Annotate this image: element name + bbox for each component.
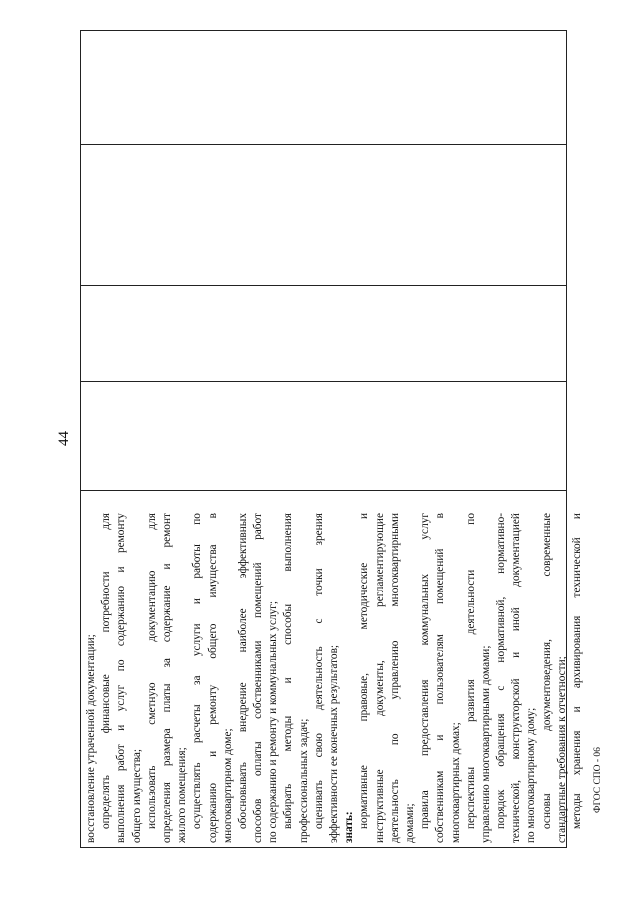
text-word: нормативные (358, 765, 371, 829)
text-word: собственникам (434, 770, 447, 843)
text-line (114, 513, 129, 843)
text-word: деятельность (312, 646, 325, 711)
text-word: и (571, 513, 583, 520)
text-word: услуг (419, 513, 432, 540)
text-word: и (282, 677, 295, 684)
text-line: профессиональных задач; (297, 718, 310, 843)
text-line: по содержанию и ремонту и коммунальных услуг; (267, 600, 280, 843)
text-word: обращения (495, 713, 508, 767)
text-line: по многоквартирному дому; (525, 707, 538, 843)
column-divider-3 (81, 381, 566, 382)
text-word: платы (160, 683, 173, 713)
text-word: работы (191, 544, 204, 579)
text-word: оплаты (252, 741, 265, 777)
text-word: сметную (145, 682, 158, 725)
text-word: по (115, 659, 128, 672)
text-word: и (206, 750, 219, 757)
text-line (388, 513, 403, 843)
text-word: регламентирующие (373, 513, 386, 607)
text-word: наиболее (236, 608, 249, 653)
text-word: выполнения (282, 513, 295, 572)
text-word: использовать (145, 765, 158, 829)
text-line: стандартные требования к отчетности; (555, 656, 568, 843)
text-line: эффективности ее конечных результатов; (328, 644, 340, 843)
text-word: услуги (191, 623, 204, 657)
text-line (540, 513, 555, 843)
text-line (357, 513, 372, 843)
text-word: осуществлять (191, 762, 204, 829)
text-word: документацией (510, 513, 523, 587)
text-line (464, 513, 479, 843)
text-line: жилого помещения; (176, 747, 189, 843)
text-word: по (388, 733, 401, 746)
text-line (160, 513, 175, 843)
text-word: расчеты (191, 704, 204, 744)
text-line (433, 513, 448, 843)
text-word: документы, (373, 660, 386, 717)
text-line (251, 513, 266, 843)
text-line: знать: (343, 811, 356, 843)
text-word: современные (540, 513, 553, 577)
text-word: коммунальных (419, 573, 432, 646)
text-word: по (191, 513, 204, 525)
text-word: для (100, 513, 113, 530)
text-word: архивирования (571, 615, 583, 689)
text-word: для (145, 513, 158, 530)
text-line: домами; (403, 803, 416, 843)
text-word: технической, (510, 780, 523, 843)
text-word: иной (510, 607, 523, 632)
text-word: с (312, 618, 325, 624)
text-line (312, 513, 327, 843)
text-word: управлению (388, 640, 401, 700)
text-line (570, 513, 585, 843)
text-word: методические (358, 562, 371, 630)
text-word: деятельность (388, 779, 401, 843)
text-word: развития (464, 679, 477, 722)
text-word: и (115, 566, 128, 573)
text-word: содержанию (115, 585, 128, 647)
text-word: свою (312, 733, 325, 758)
text-line: восстановление утраченной документации; (85, 634, 97, 843)
page-number: 44 (56, 431, 72, 446)
column-divider-2 (81, 285, 566, 286)
text-word: и (434, 734, 447, 741)
text-word: деятельности (464, 569, 477, 635)
text-word: технической (571, 537, 583, 598)
text-word: в (206, 513, 219, 519)
text-word: порядок (495, 789, 508, 829)
text-word: нормативно- (495, 513, 508, 574)
text-word: предоставления (419, 679, 432, 757)
text-word: имущества (206, 544, 219, 598)
text-word: и (160, 563, 173, 570)
text-word: и (571, 706, 583, 713)
text-word: финансовые (100, 674, 113, 734)
text-word: инструктивные (373, 769, 386, 843)
column-divider-1 (81, 144, 566, 145)
text-word: работ (115, 744, 128, 772)
text-line (373, 513, 388, 843)
text-line: многоквартирном доме; (221, 728, 234, 843)
text-line (206, 513, 221, 843)
text-word: и (191, 598, 204, 605)
text-word: пользователям (434, 634, 447, 705)
text-word: и (510, 651, 523, 658)
text-line: управлению многоквартирными домами; (479, 645, 492, 843)
text-word: ремонту (115, 513, 128, 553)
text-word: внедрение (236, 682, 249, 733)
text-line: многоквартирных домах; (449, 722, 462, 843)
text-word: документоведения, (540, 639, 553, 731)
text-word: содержанию (206, 782, 219, 843)
competency-text-cell (81, 491, 583, 849)
text-word: выполнения (115, 784, 128, 843)
text-word: нормативной, (495, 596, 508, 663)
text-word: и (358, 513, 371, 520)
text-line: общего имущества; (130, 748, 143, 843)
text-word: и (115, 724, 128, 731)
text-word: документацию (145, 570, 158, 642)
text-word: услуг (115, 684, 128, 712)
text-line (99, 513, 114, 843)
text-word: с (495, 685, 508, 691)
footer-document-code: ФГОС СПО - 06 (593, 747, 603, 813)
text-word: эффективных (236, 513, 249, 579)
text-word: методы (571, 793, 583, 829)
text-word: ремонту (206, 684, 219, 725)
text-word: обосновывать (236, 762, 249, 829)
text-word: правовые, (358, 673, 371, 722)
text-word: помещений (252, 562, 265, 618)
text-word: содержание (160, 585, 173, 643)
competency-text (81, 509, 585, 849)
text-word: по (464, 513, 477, 525)
text-word: точки (312, 568, 325, 596)
text-line (418, 513, 433, 843)
text-word: конструкторской (510, 678, 523, 760)
text-word: в (434, 513, 447, 519)
text-word: потребности (100, 571, 113, 633)
text-line (281, 513, 296, 843)
text-word: зрения (312, 513, 325, 546)
text-word: многоквартирными (388, 513, 401, 607)
text-word: выбирать (282, 783, 295, 829)
text-line (494, 513, 509, 843)
text-word: работ (252, 513, 265, 540)
text-word: хранения (571, 730, 583, 776)
text-word: оценивать (312, 780, 325, 829)
text-word: за (191, 675, 204, 685)
text-word: ремонт (160, 513, 173, 548)
text-word: собственниками (252, 640, 265, 719)
text-word: способы (282, 603, 295, 645)
text-word: правила (419, 790, 432, 829)
text-word: определять (100, 775, 113, 829)
text-word: размера (160, 728, 173, 767)
document-table (80, 30, 583, 848)
text-word: методы (282, 715, 295, 752)
text-line (145, 513, 160, 843)
text-line (236, 513, 251, 843)
text-line (190, 513, 205, 843)
text-word: общего (206, 623, 219, 659)
text-word: основы (540, 793, 553, 829)
text-word: помещений (434, 548, 447, 605)
text-word: способов (252, 798, 265, 843)
text-word: перспективы (464, 766, 477, 829)
text-word: за (160, 658, 173, 668)
text-line (509, 513, 524, 843)
text-word: определения (160, 782, 173, 843)
